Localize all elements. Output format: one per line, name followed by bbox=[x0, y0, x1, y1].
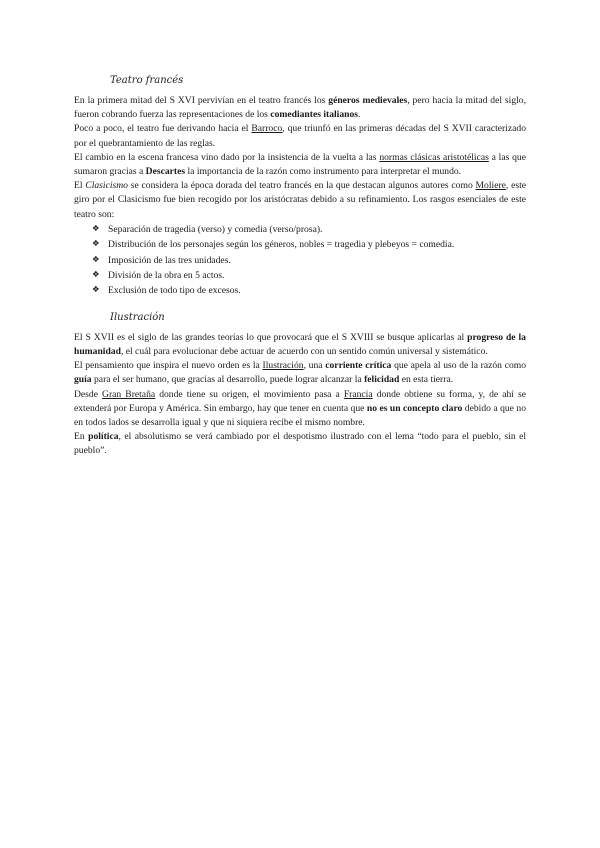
underlined-term: Francia bbox=[343, 388, 373, 400]
text-run: El cambio en la escena francesa vino dado por la insistencia de la vuelta a las bbox=[74, 151, 380, 163]
text-run: que apela al uso de la razón como bbox=[391, 360, 527, 372]
paragraph bbox=[74, 151, 526, 179]
text-run: debido a que no en todos lados se desarrolla igual y que ni siquiera recibe el mismo nombre. bbox=[74, 402, 526, 429]
underlined-term: normas clásicas aristotélicas bbox=[379, 151, 489, 163]
underlined-term: Gran Bretaña bbox=[102, 388, 156, 400]
bold-term: guía bbox=[74, 374, 92, 386]
text-run: para el ser humano, que gracias al desarrollo, puede lograr alcanzar la bbox=[91, 374, 365, 386]
text-run: a las que sumaron gracias a bbox=[74, 151, 526, 178]
bold-term: corriente crítica bbox=[325, 360, 392, 372]
bold-term: política bbox=[88, 431, 119, 443]
paragraph bbox=[74, 388, 526, 431]
italic-term: Clasicismo bbox=[85, 180, 128, 192]
list-item bbox=[92, 283, 526, 298]
list-item bbox=[92, 237, 526, 252]
paragraph bbox=[74, 331, 526, 359]
text-run: se considera la época dorada del teatro francés en la que destacan algunos autores como bbox=[127, 180, 476, 192]
text-run: la importancia de la razón como instrumento para interpretar el mundo. bbox=[185, 166, 462, 178]
diamond-bullet-icon: ❖ bbox=[92, 254, 100, 265]
list-item bbox=[92, 268, 526, 283]
list-item-text: Exclusión de todo tipo de excesos. bbox=[108, 285, 241, 297]
text-run: , que triunfó en las primeras décadas del S XVII caracterizado por el quebrantamiento de las reglas. bbox=[74, 123, 526, 149]
text-run: El pensamiento que inspira el nuevo orden es la bbox=[74, 360, 263, 372]
document-content bbox=[74, 74, 526, 459]
paragraph bbox=[74, 122, 526, 150]
list-item bbox=[92, 253, 526, 268]
text-run: en esta tierra. bbox=[399, 374, 454, 386]
text-run: El S XVII es el siglo de las grandes teorías lo que provocará que el S XVIII se busque aplicarlas al bbox=[74, 331, 468, 343]
bold-term: géneros medievales bbox=[328, 95, 408, 106]
text-run: donde tiene su origen, el movimiento pasa a bbox=[155, 388, 344, 400]
paragraph bbox=[74, 430, 526, 458]
paragraph bbox=[74, 359, 526, 387]
bold-term: Descartes bbox=[145, 166, 186, 178]
text-run: Desde bbox=[74, 388, 103, 400]
text-run: , el absolutismo se verá cambiado por el despotismo ilustrado con el lema “todo para el pueblo, sin el pueblo”. bbox=[74, 431, 526, 457]
list-item bbox=[92, 222, 526, 237]
bold-term: progreso de la humanidad bbox=[74, 331, 526, 358]
text-run: . bbox=[358, 109, 361, 121]
section-heading-ilustracion: Ilustración bbox=[110, 311, 165, 323]
feature-list bbox=[74, 222, 526, 299]
underlined-term: Moliere bbox=[475, 180, 506, 192]
bold-term: no es un concepto claro bbox=[366, 402, 463, 414]
text-run: , una bbox=[303, 360, 326, 372]
list-item-text: Separación de tragedia (verso) y comedia (verso/prosa). bbox=[108, 223, 323, 235]
text-run: donde obtiene su forma, y, de ahí se extenderá por Europa y América. Sin embargo, hay que tener en cuenta que bbox=[74, 388, 526, 414]
text-run: , el cuál para evolucionar debe actuar de acuerdo con un sentido común universal y sistemático. bbox=[120, 346, 488, 358]
text-run: Poco a poco, el teatro fue derivando hacia el bbox=[74, 123, 252, 135]
text-run: , este giro por el Clasicismo fue bien recogido por los aristócratas debido a su refinamiento. Los rasgos esenciales de este teatro son: bbox=[74, 180, 526, 220]
bold-term: comediantes italianos bbox=[270, 109, 359, 121]
section-heading-teatro-frances: Teatro francés bbox=[110, 75, 184, 86]
underlined-term: Barroco bbox=[251, 123, 283, 135]
paragraph bbox=[74, 94, 526, 122]
text-run: El bbox=[74, 180, 86, 192]
diamond-bullet-icon: ❖ bbox=[92, 270, 100, 281]
diamond-bullet-icon: ❖ bbox=[92, 239, 100, 250]
text-run: , pero hacia la mitad del siglo, fueron cobrando fuerza las representaciones de los bbox=[74, 95, 526, 121]
list-item-text: Distribución de los personajes según los géneros, nobles = tragedia y plebeyos = comedia. bbox=[108, 239, 455, 251]
text-run: En bbox=[74, 431, 89, 443]
diamond-bullet-icon: ❖ bbox=[92, 285, 100, 296]
paragraph bbox=[74, 179, 526, 222]
text-run: En la primera mitad del S XVI pervivían en el teatro francés los bbox=[74, 95, 329, 106]
list-item-text: División de la obra en 5 actos. bbox=[108, 270, 225, 282]
list-item-text: Imposición de las tres unidades. bbox=[108, 254, 231, 266]
underlined-term: Ilustración bbox=[262, 360, 304, 372]
bold-term: felicidad bbox=[364, 374, 400, 386]
diamond-bullet-icon: ❖ bbox=[92, 223, 100, 234]
